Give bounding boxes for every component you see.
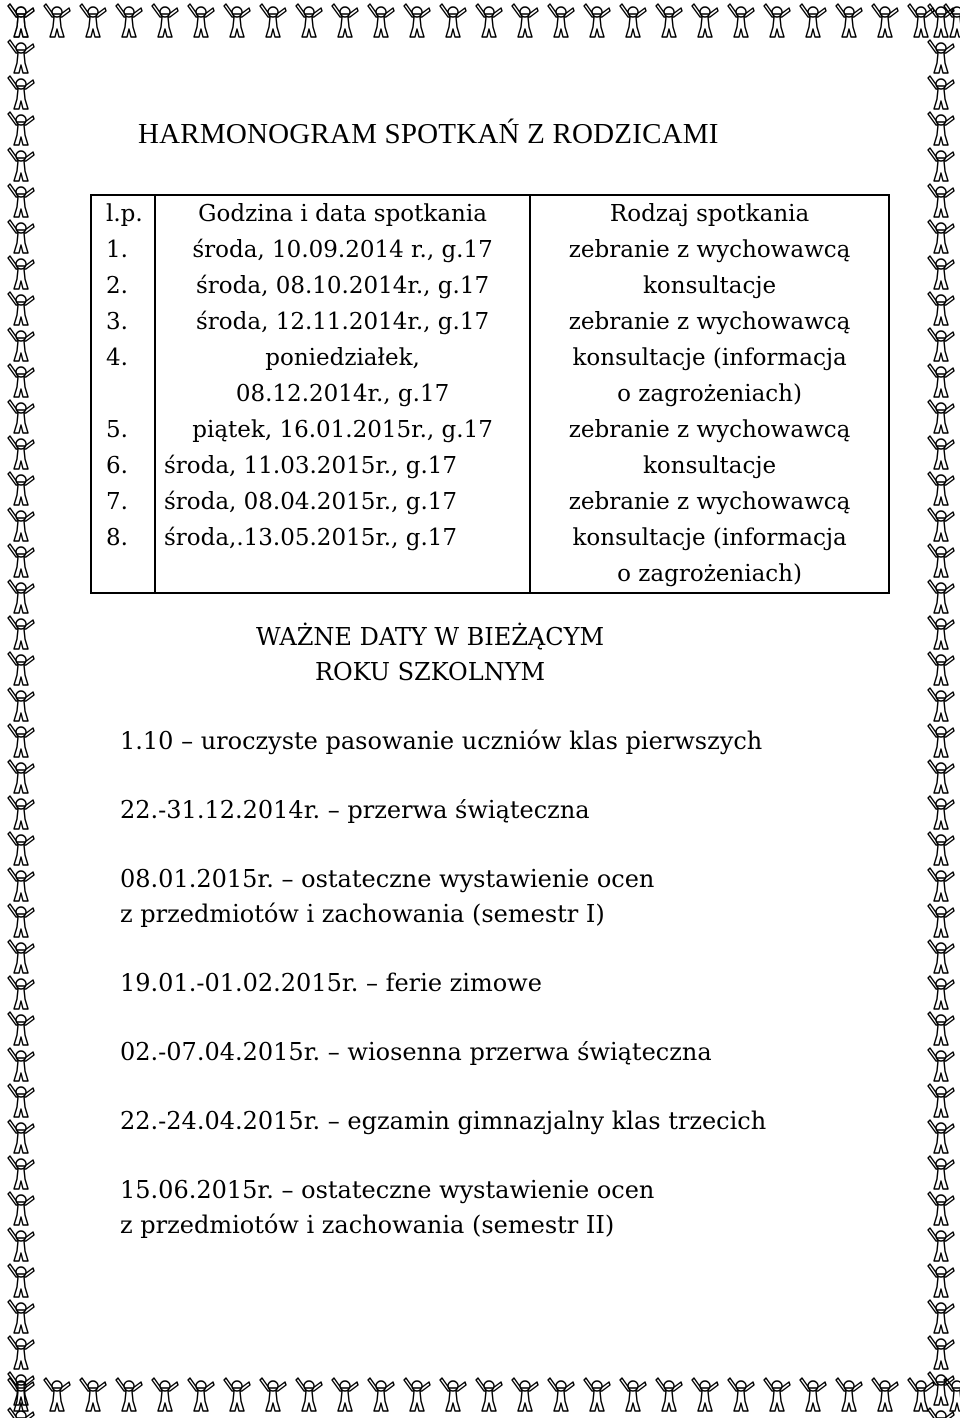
child-figure-icon — [8, 328, 34, 361]
child-figure-icon — [928, 112, 954, 145]
meeting-date — [155, 520, 530, 593]
meeting-date — [155, 340, 530, 412]
important-date-text: 22.-31.12.2014r. – przerwa świąteczna — [120, 796, 590, 824]
child-figure-icon — [764, 4, 790, 37]
child-figure-icon — [8, 508, 34, 541]
meeting-date-line: poniedziałek, — [265, 345, 420, 371]
important-date-text: 19.01.-01.02.2015r. – ferie zimowe — [120, 969, 542, 997]
child-figure-icon — [8, 292, 34, 325]
child-figure-icon — [8, 76, 34, 109]
meeting-type — [530, 484, 889, 520]
child-figure-icon — [928, 904, 954, 937]
child-figure-icon — [928, 184, 954, 217]
meeting-type — [530, 268, 889, 304]
child-figure-icon — [800, 1378, 826, 1411]
child-figure-icon — [188, 4, 214, 37]
row-number: 8. — [91, 520, 155, 593]
child-figure-icon — [8, 256, 34, 289]
child-figure-icon — [928, 940, 954, 973]
child-figure-icon — [728, 1378, 754, 1411]
meeting-date — [155, 232, 530, 268]
child-figure-icon — [8, 1120, 34, 1153]
child-figure-icon — [928, 508, 954, 541]
decorative-border-bottom — [0, 1374, 960, 1418]
important-dates-list — [120, 724, 880, 1277]
meeting-type — [530, 412, 889, 448]
meeting-type-line: konsultacje — [642, 453, 777, 479]
child-figure-icon — [332, 1378, 358, 1411]
decorative-border-top — [0, 0, 960, 40]
table-row — [91, 340, 889, 412]
child-figure-icon — [188, 1378, 214, 1411]
child-figure-icon — [440, 4, 466, 37]
child-figure-icon — [928, 688, 954, 721]
child-figure-icon — [476, 1378, 502, 1411]
child-figure-icon — [928, 292, 954, 325]
child-figure-icon — [260, 4, 286, 37]
child-figure-icon — [928, 1048, 954, 1081]
row-number: 1. — [91, 232, 155, 268]
child-figure-icon — [928, 472, 954, 505]
decorative-border-left — [0, 0, 40, 1418]
important-date-item — [120, 862, 880, 932]
child-figure-icon — [116, 4, 142, 37]
meeting-date-line: środa, 08.04.2015r., g.17 — [163, 489, 458, 515]
child-figure-icon — [928, 544, 954, 577]
child-figure-icon — [8, 40, 34, 73]
child-figure-icon — [928, 1228, 954, 1261]
table-row — [91, 520, 889, 593]
child-figure-icon — [928, 148, 954, 181]
row-number: 4. — [91, 340, 155, 412]
child-figure-icon — [8, 184, 34, 217]
decorative-border-right — [920, 0, 960, 1418]
header-type: Rodzaj spotkania — [530, 195, 889, 232]
child-figure-icon — [928, 1336, 954, 1369]
child-figure-icon — [928, 400, 954, 433]
table-row — [91, 304, 889, 340]
child-figure-icon — [8, 1264, 34, 1297]
child-figure-icon — [8, 976, 34, 1009]
important-date-item — [120, 1104, 880, 1139]
meeting-type — [530, 448, 889, 484]
child-figure-icon — [404, 4, 430, 37]
child-figure-icon — [928, 1156, 954, 1189]
child-figure-icon — [928, 220, 954, 253]
meeting-date-line: 08.12.2014r., g.17 — [235, 381, 450, 407]
child-figure-icon — [296, 4, 322, 37]
child-figure-icon — [8, 4, 34, 37]
row-number: 7. — [91, 484, 155, 520]
meeting-type-line: konsultacje (informacja — [572, 345, 847, 371]
table-row — [91, 448, 889, 484]
child-figure-icon — [8, 760, 34, 793]
meeting-date — [155, 412, 530, 448]
important-date-text: z przedmiotów i zachowania (semestr II) — [120, 1211, 615, 1239]
child-figure-icon — [928, 40, 954, 73]
child-figure-icon — [260, 1378, 286, 1411]
meeting-type-line: konsultacje — [642, 273, 777, 299]
child-figure-icon — [8, 940, 34, 973]
child-figure-icon — [928, 1408, 954, 1418]
meeting-type-line: zebranie z wychowawcą — [568, 237, 851, 263]
important-date-text: 1.10 – uroczyste pasowanie uczniów klas pierwszych — [120, 727, 763, 755]
child-figure-icon — [928, 760, 954, 793]
meeting-date — [155, 484, 530, 520]
child-figure-icon — [8, 1300, 34, 1333]
child-figure-icon — [152, 1378, 178, 1411]
child-figure-icon — [44, 4, 70, 37]
child-figure-icon — [928, 256, 954, 289]
child-figure-icon — [872, 1378, 898, 1411]
meeting-type — [530, 232, 889, 268]
child-figure-icon — [8, 220, 34, 253]
child-figure-icon — [116, 1378, 142, 1411]
important-date-text: 02.-07.04.2015r. – wiosenna przerwa świąteczna — [120, 1038, 712, 1066]
child-figure-icon — [8, 436, 34, 469]
child-figure-icon — [296, 1378, 322, 1411]
child-figure-icon — [928, 1012, 954, 1045]
child-figure-icon — [620, 4, 646, 37]
row-number: 6. — [91, 448, 155, 484]
row-number: 3. — [91, 304, 155, 340]
meeting-type — [530, 304, 889, 340]
child-figure-icon — [764, 1378, 790, 1411]
meeting-type-line: o zagrożeniach) — [617, 561, 802, 587]
header-lp: l.p. — [91, 195, 155, 232]
child-figure-icon — [928, 328, 954, 361]
child-figure-icon — [512, 1378, 538, 1411]
child-figure-icon — [928, 76, 954, 109]
child-figure-icon — [8, 652, 34, 685]
child-figure-icon — [928, 436, 954, 469]
meeting-date — [155, 268, 530, 304]
meeting-date-line: środa,.13.05.2015r., g.17 — [163, 525, 458, 551]
child-figure-icon — [224, 1378, 250, 1411]
meeting-date — [155, 304, 530, 340]
table-row — [91, 484, 889, 520]
child-figure-icon — [44, 1378, 70, 1411]
child-figure-icon — [928, 868, 954, 901]
child-figure-icon — [656, 1378, 682, 1411]
child-figure-icon — [8, 1372, 34, 1405]
child-figure-icon — [8, 364, 34, 397]
child-figure-icon — [8, 1012, 34, 1045]
important-date-text: 08.01.2015r. – ostateczne wystawienie ocen — [120, 865, 655, 893]
child-figure-icon — [8, 1156, 34, 1189]
child-figure-icon — [620, 1378, 646, 1411]
child-figure-icon — [872, 4, 898, 37]
child-figure-icon — [8, 1336, 34, 1369]
meeting-type-line: zebranie z wychowawcą — [568, 309, 851, 335]
child-figure-icon — [928, 1372, 954, 1405]
child-figure-icon — [548, 4, 574, 37]
child-figure-icon — [8, 724, 34, 757]
table-row — [91, 232, 889, 268]
child-figure-icon — [584, 1378, 610, 1411]
child-figure-icon — [8, 472, 34, 505]
child-figure-icon — [8, 544, 34, 577]
meeting-date-line: środa, 12.11.2014r., g.17 — [196, 309, 490, 335]
important-dates-heading — [240, 620, 620, 690]
child-figure-icon — [692, 4, 718, 37]
important-date-item — [120, 1035, 880, 1070]
important-date-item — [120, 793, 880, 828]
child-figure-icon — [8, 688, 34, 721]
child-figure-icon — [728, 4, 754, 37]
child-figure-icon — [800, 4, 826, 37]
table-header-row — [91, 195, 889, 232]
child-figure-icon — [928, 1192, 954, 1225]
child-figure-icon — [928, 724, 954, 757]
child-figure-icon — [8, 112, 34, 145]
header-date: Godzina i data spotkania — [155, 195, 530, 232]
child-figure-icon — [368, 4, 394, 37]
child-figure-icon — [8, 400, 34, 433]
child-figure-icon — [928, 976, 954, 1009]
important-date-text: z przedmiotów i zachowania (semestr I) — [120, 900, 605, 928]
heading-line: ROKU SZKOLNYM — [314, 658, 546, 686]
meeting-date-line: środa, 08.10.2014r., g.17 — [196, 273, 490, 299]
meeting-type-line: zebranie z wychowawcą — [568, 489, 851, 515]
child-figure-icon — [8, 1192, 34, 1225]
child-figure-icon — [8, 580, 34, 613]
row-number: 2. — [91, 268, 155, 304]
meeting-date-line: piątek, 16.01.2015r., g.17 — [192, 417, 493, 443]
child-figure-icon — [8, 1084, 34, 1117]
child-figure-icon — [476, 4, 502, 37]
important-date-item — [120, 724, 880, 759]
child-figure-icon — [584, 4, 610, 37]
child-figure-icon — [548, 1378, 574, 1411]
child-figure-icon — [928, 616, 954, 649]
child-figure-icon — [8, 1048, 34, 1081]
child-figure-icon — [440, 1378, 466, 1411]
child-figure-icon — [836, 4, 862, 37]
child-figure-icon — [928, 364, 954, 397]
child-figure-icon — [692, 1378, 718, 1411]
child-figure-icon — [8, 832, 34, 865]
child-figure-icon — [928, 580, 954, 613]
child-figure-icon — [928, 832, 954, 865]
meeting-date — [155, 448, 530, 484]
meeting-type-line: o zagrożeniach) — [617, 381, 802, 407]
page-title: HARMONOGRAM SPOTKAŃ Z RODZICAMI — [138, 118, 719, 150]
row-number: 5. — [91, 412, 155, 448]
meeting-type-line: zebranie z wychowawcą — [568, 417, 851, 443]
meeting-date-line: środa, 11.03.2015r., g.17 — [163, 453, 458, 479]
child-figure-icon — [836, 1378, 862, 1411]
child-figure-icon — [368, 1378, 394, 1411]
important-date-item — [120, 1173, 880, 1243]
child-figure-icon — [152, 4, 178, 37]
important-date-text: 22.-24.04.2015r. – egzamin gimnazjalny klas trzecich — [120, 1107, 767, 1135]
meeting-type — [530, 340, 889, 412]
table-row — [91, 268, 889, 304]
child-figure-icon — [928, 1264, 954, 1297]
child-figure-icon — [80, 4, 106, 37]
child-figure-icon — [332, 4, 358, 37]
child-figure-icon — [8, 796, 34, 829]
child-figure-icon — [8, 1408, 34, 1418]
meeting-type — [530, 520, 889, 593]
child-figure-icon — [928, 1300, 954, 1333]
child-figure-icon — [928, 4, 954, 37]
child-figure-icon — [8, 1228, 34, 1261]
meeting-schedule-table — [90, 194, 890, 594]
child-figure-icon — [8, 616, 34, 649]
child-figure-icon — [224, 4, 250, 37]
child-figure-icon — [8, 868, 34, 901]
child-figure-icon — [928, 1120, 954, 1153]
child-figure-icon — [404, 1378, 430, 1411]
child-figure-icon — [928, 652, 954, 685]
child-figure-icon — [8, 148, 34, 181]
child-figure-icon — [928, 796, 954, 829]
child-figure-icon — [8, 904, 34, 937]
table-row — [91, 412, 889, 448]
important-date-item — [120, 966, 880, 1001]
important-date-text: 15.06.2015r. – ostateczne wystawienie ocen — [120, 1176, 655, 1204]
meeting-date-line: środa, 10.09.2014 r., g.17 — [192, 237, 493, 263]
heading-line: WAŻNE DATY W BIEŻĄCYM — [255, 623, 605, 651]
meeting-type-line: konsultacje (informacja — [572, 525, 847, 551]
child-figure-icon — [928, 1084, 954, 1117]
child-figure-icon — [512, 4, 538, 37]
child-figure-icon — [80, 1378, 106, 1411]
child-figure-icon — [656, 4, 682, 37]
